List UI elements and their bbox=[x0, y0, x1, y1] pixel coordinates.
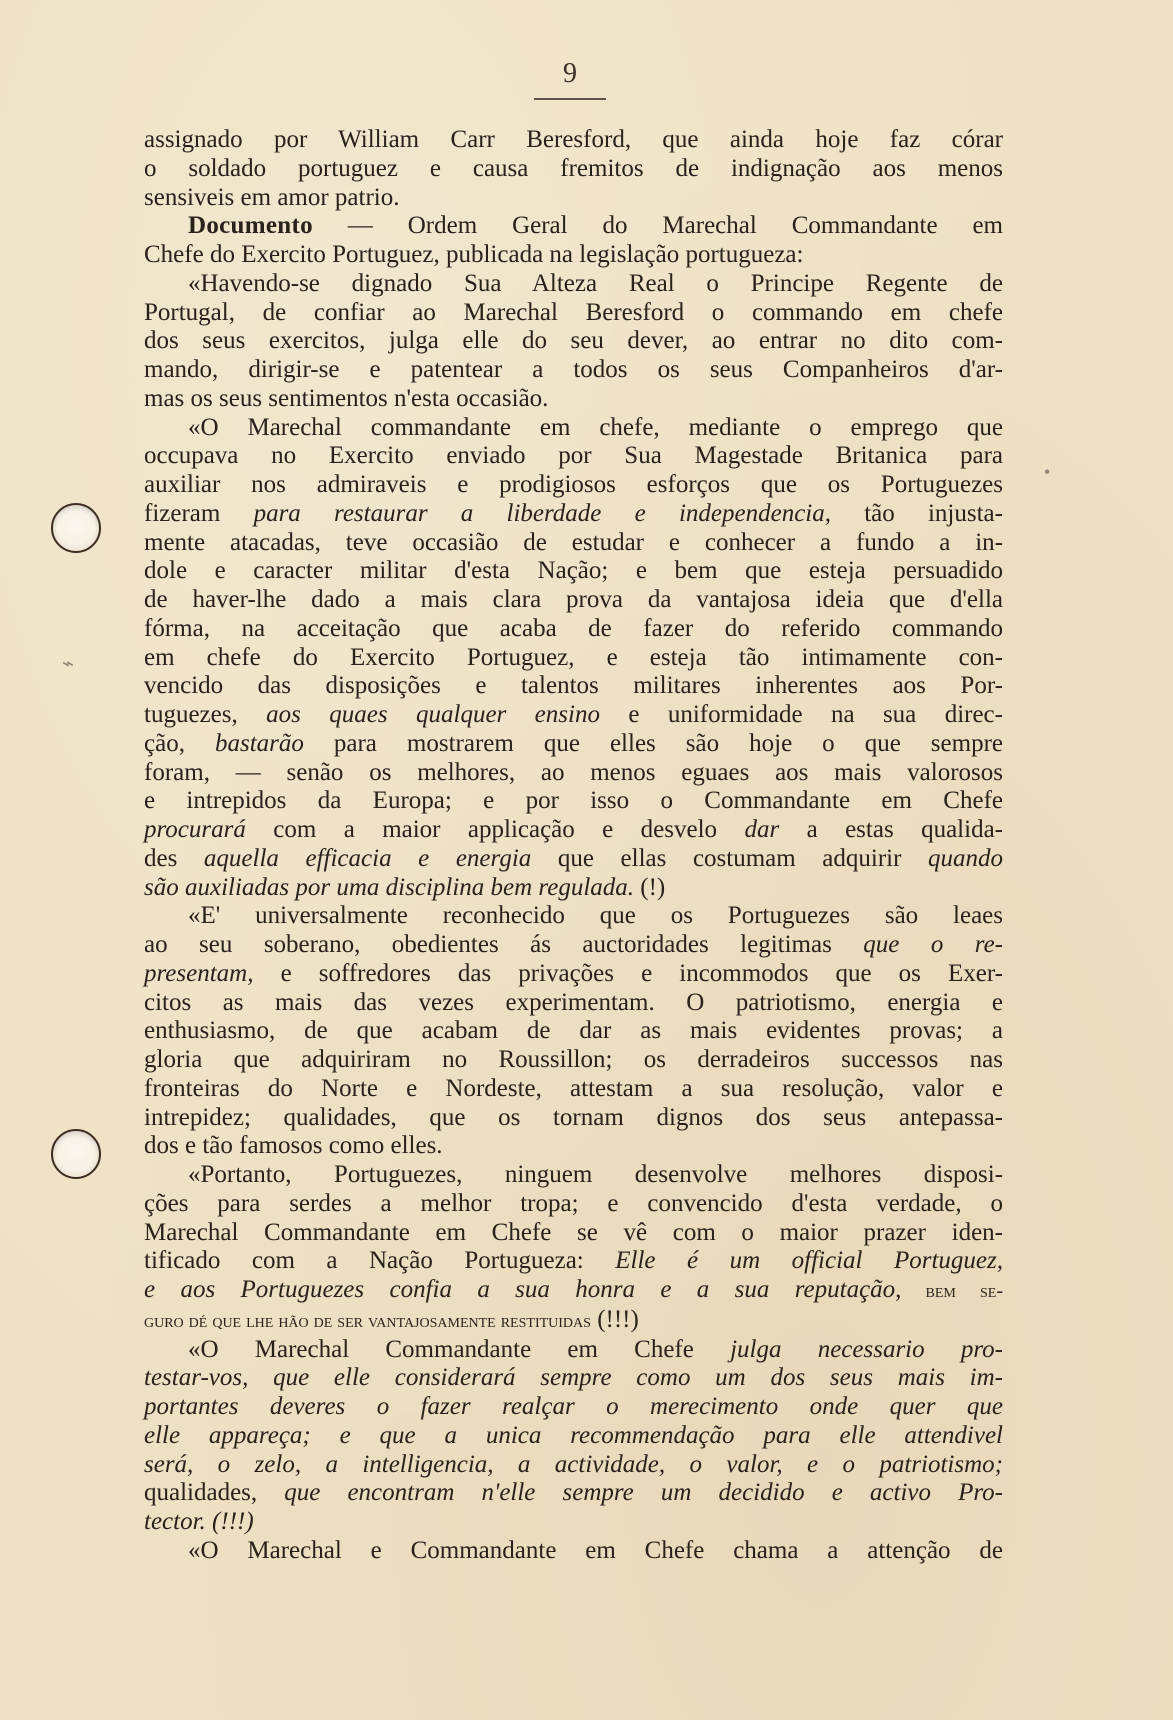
text-line-45 bbox=[144, 1393, 1003, 1422]
text-line-14-end: tão injusta- bbox=[830, 499, 1003, 527]
text-line-26 bbox=[144, 845, 1003, 874]
text-line-21 bbox=[144, 701, 1003, 730]
text-line-48-start: qualidades, bbox=[144, 1479, 285, 1507]
text-line-29-italic: que o re- bbox=[863, 931, 1003, 958]
text-line-4-rest: — Ordem Geral do Marechal Commandante em bbox=[312, 212, 1003, 240]
text-line-40-italic: Elle é um official Portuguez, bbox=[615, 1247, 1003, 1275]
text-line-29-start: ao seu soberano, obedientes ás auctoridades legitimas bbox=[144, 931, 864, 958]
text-line-25-italic-2: dar bbox=[744, 816, 780, 843]
text-line-41 bbox=[144, 1276, 1003, 1306]
text-line-22-end: para mostrarem que elles são hoje o que sempre bbox=[303, 729, 1003, 757]
text-line-27-italic: são auxiliadas por uma disciplina bem regulada. bbox=[144, 873, 635, 901]
text-line-45-italic: portantes deveres o fazer realçar o merecimento onde quer que bbox=[144, 1393, 1003, 1420]
text-line-13: auxiliar nos admiraveis e prodigiosos esforços que os Portuguezes bbox=[144, 471, 1003, 498]
text-line-19: em chefe do Exercito Portuguez, e esteja tão intimamente con- bbox=[144, 643, 1003, 671]
text-line-5: Chefe do Exercito Portuguez, publicada na legislação portugueza: bbox=[144, 241, 804, 268]
text-line-25-end: a estas qualida- bbox=[779, 816, 1003, 843]
text-line-37: «Portanto, Portuguezes, ninguem desenvolve melhores disposi- bbox=[188, 1161, 1003, 1188]
text-line-43-italic: julga necessario pro- bbox=[730, 1335, 1003, 1363]
text-line-35: intrepidez; qualidades, que os tornam dignos dos seus antepassa- bbox=[144, 1103, 1003, 1131]
document-label: Documento bbox=[188, 212, 313, 240]
text-line-21-italic: aos quaes qualquer ensino bbox=[266, 701, 600, 728]
text-line-42-end: (!!!) bbox=[590, 1305, 639, 1333]
page-number-rule bbox=[534, 98, 606, 100]
text-line-4 bbox=[144, 212, 1003, 241]
text-line-25-mid: com a maior applicação e desvelo bbox=[245, 816, 745, 843]
punch-hole-bottom bbox=[51, 1129, 101, 1179]
text-line-32: enthusiasmo, de que acabam de dar as mais evidentes provas; a bbox=[144, 1017, 1003, 1045]
text-line-26-start: des bbox=[144, 844, 204, 872]
text-line-33: gloria que adquiriram no Roussillon; os derradeiros successos nas bbox=[144, 1046, 1003, 1073]
text-line-24: e intrepidos da Europa; e por isso o Commandante em Chefe bbox=[144, 787, 1003, 815]
text-line-17: de haver-lhe dado a mais clara prova da vantajosa ideia que d'ella bbox=[144, 586, 1003, 613]
text-line-14-start: fizeram bbox=[144, 499, 254, 527]
text-line-11: «O Marechal commandante em chefe, mediante o emprego que bbox=[188, 413, 1003, 441]
text-line-6: «Havendo-se dignado Sua Alteza Real o Principe Regente de bbox=[188, 269, 1003, 297]
text-line-14-italic: para restaurar a liberdade e independencia, bbox=[253, 499, 831, 527]
text-line-28: «E' universalmente reconhecido que os Portuguezes são leaes bbox=[188, 902, 1003, 930]
text-line-23: foram, — senão os melhores, ao menos eguaes aos mais valorosos bbox=[144, 758, 1003, 786]
text-line-9: mando, dirigir-se e patentear a todos os seus Companheiros d'ar- bbox=[144, 356, 1003, 383]
text-line-26-mid: que ellas costumam adquirir bbox=[531, 844, 929, 872]
text-line-22 bbox=[144, 730, 1003, 759]
text-line-21-start: tuguezes, bbox=[144, 701, 267, 728]
margin-mark: • bbox=[1044, 462, 1051, 482]
text-line-43-start: «O Marechal Commandante em Chefe bbox=[188, 1335, 731, 1363]
text-line-40-start: tificado com a Nação Portugueza: bbox=[144, 1247, 616, 1275]
margin-mark: ⌁ bbox=[62, 653, 75, 675]
text-line-42 bbox=[144, 1306, 1003, 1336]
text-line-30 bbox=[144, 960, 1003, 989]
text-line-15: mente atacadas, teve occasião de estudar e conhecer a fundo a in- bbox=[144, 528, 1003, 556]
text-line-47-italic: será, o zelo, a intelligencia, a actividade, o valor, e o patriotismo; bbox=[144, 1450, 1003, 1478]
text-line-44 bbox=[144, 1364, 1003, 1393]
text-line-27-end: (!) bbox=[634, 873, 666, 901]
text-line-29 bbox=[144, 931, 1003, 960]
text-line-12: occupava no Exercito enviado por Sua Magestade Britanica para bbox=[144, 442, 1003, 470]
text-line-41-caps: bem se- bbox=[901, 1280, 1003, 1302]
text-line-43 bbox=[144, 1336, 1003, 1365]
text-line-38: ções para serdes a melhor tropa; e convencido d'esta verdade, o bbox=[144, 1189, 1003, 1217]
page-number: 9 bbox=[563, 58, 577, 89]
text-line-44-italic: testar-vos, que elle considerará sempre como um dos seus mais im- bbox=[144, 1364, 1003, 1392]
text-line-14 bbox=[144, 500, 1003, 529]
text-line-49-italic: tector. (!!!) bbox=[144, 1508, 254, 1535]
text-line-22-italic: bastarão bbox=[214, 729, 304, 757]
text-line-7: Portugal, de confiar ao Marechal Beresford o commando em chefe bbox=[144, 298, 1003, 326]
text-line-18: fórma, na acceitação que acaba de fazer do referido commando bbox=[144, 614, 1003, 642]
text-line-20: vencido das disposições e talentos militares inherentes aos Por- bbox=[144, 672, 1003, 700]
punch-hole-top bbox=[51, 503, 101, 553]
text-line-48-italic: que encontram n'elle sempre um decidido e activo Pro- bbox=[284, 1479, 1003, 1507]
text-line-47 bbox=[144, 1451, 1003, 1480]
text-line-26-italic-1: aquella efficacia e energia bbox=[203, 844, 532, 872]
body-text bbox=[144, 126, 1003, 1566]
text-line-48 bbox=[144, 1479, 1003, 1508]
text-line-16: dole e caracter militar d'esta Nação; e bem que esteja persuadido bbox=[144, 557, 1003, 585]
text-line-1: assignado por William Carr Beresford, que ainda hoje faz córar bbox=[144, 126, 1003, 153]
text-line-49 bbox=[144, 1508, 1003, 1537]
text-line-3: sensiveis em amor patrio. bbox=[144, 183, 400, 211]
text-line-50: «O Marechal e Commandante em Chefe chama a attenção de bbox=[188, 1536, 1003, 1564]
text-line-22-start: ção, bbox=[144, 729, 215, 757]
text-line-26-italic-2: quando bbox=[928, 844, 1004, 872]
text-line-25 bbox=[144, 816, 1003, 845]
text-line-10: mas os seus sentimentos n'esta occasião. bbox=[144, 384, 549, 412]
text-line-27 bbox=[144, 874, 1003, 903]
text-line-41-italic: e aos Portuguezes confia a sua honra e a sua reputação, bbox=[144, 1276, 902, 1303]
text-line-8: dos seus exercitos, julga elle do seu dever, ao entrar no dito com- bbox=[144, 327, 1003, 355]
text-line-40 bbox=[144, 1247, 1003, 1276]
text-line-21-end: e uniformidade na sua direc- bbox=[599, 701, 1003, 728]
text-line-2: o soldado portuguez e causa fremitos de indignação aos menos bbox=[144, 154, 1003, 182]
text-line-46 bbox=[144, 1422, 1003, 1451]
text-line-25-italic-1: procurará bbox=[144, 816, 246, 843]
text-line-34: fronteiras do Norte e Nordeste, attestam a sua resolução, valor e bbox=[144, 1074, 1003, 1102]
text-line-36: dos e tão famosos como elles. bbox=[144, 1132, 443, 1160]
text-line-30-end: e soffredores das privações e incommodos que os Exer- bbox=[253, 959, 1003, 987]
text-line-46-italic: elle appareça; e que a unica recommendação para elle attendivel bbox=[144, 1421, 1003, 1449]
text-line-42-caps: guro dé que lhe hão de ser vantajosamente restituidas bbox=[144, 1309, 591, 1332]
text-line-30-italic: presentam, bbox=[144, 959, 254, 987]
text-line-39: Marechal Commandante em Chefe se vê com o maior prazer iden- bbox=[144, 1218, 1003, 1246]
text-line-31: citos as mais das vezes experimentam. O patriotismo, energia e bbox=[144, 988, 1003, 1016]
